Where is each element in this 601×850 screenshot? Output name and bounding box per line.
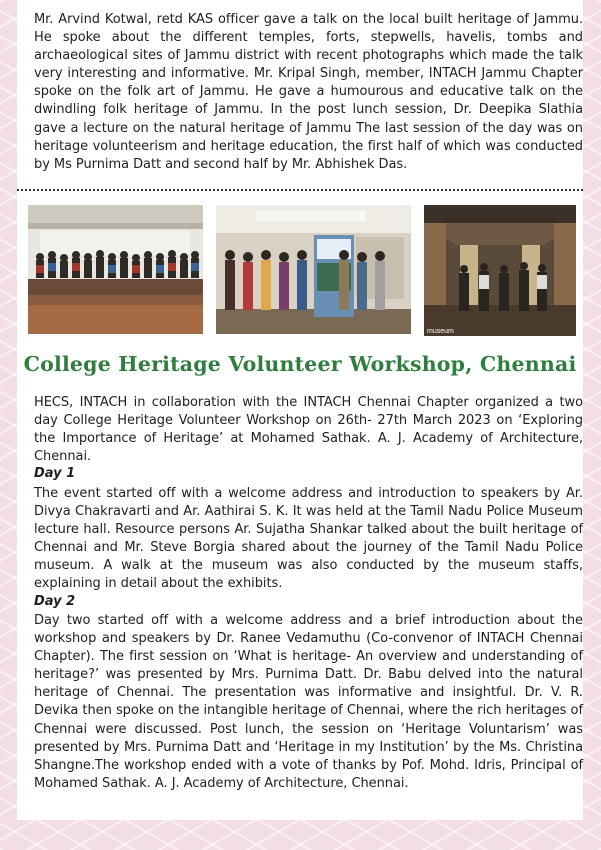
day1-heading: Day 1 bbox=[34, 466, 76, 481]
workshop-lead-paragraph: HECS, INTACH in collaboration with the INTACH Chennai Chapter organized a two day College Heritage Volunteer Workshop on 26th- 27th March 2023 on ‘Exploring the Importance of Heritage’ at Mohamed Sathak. A. J. Academy of Architecture, Chennai. bbox=[34, 395, 583, 465]
museum-walk-photo bbox=[424, 205, 576, 336]
day2-paragraph: Day two started off with a welcome address and a brief introduction about the workshop and speakers by Dr. Ranee Vedamuthu (Co-convenor of INTACH Chennai Chapter). The first session on ‘What is heritage- An overview and understanding of heritage?’ was presented by Mrs. Purnima Datt. Dr. Babu delved into the natural heritage of Chennai. The presentation was informative and insightful. Dr. V. R. Devika then spoke on the intangible heritage of Chennai, where the rich heritages of Chennai were discussed. Post lunch, the session on ‘Heritage Voluntarism’ was presented by Mrs. Purnima Datt and ‘Heritage in my Institution’ by the Ms. Christina Shangne.The workshop ended with a vote of thanks by Pof. Mohd. Idris, Principal of Mohamed Sathak. A. J. Academy of Architecture, Chennai. bbox=[34, 613, 583, 791]
museum-photo-caption: museum bbox=[427, 328, 454, 335]
page-card bbox=[17, 0, 583, 820]
section-title: College Heritage Volunteer Workshop, Chennai bbox=[23, 352, 577, 376]
museum-photo-image bbox=[424, 205, 576, 336]
group-photo-auditorium bbox=[28, 205, 203, 334]
group-photo-image bbox=[28, 205, 203, 334]
banner-photo-image bbox=[216, 205, 411, 334]
day1-paragraph: The event started off with a welcome address and introduction to speakers by Ar. Divya Chakravarti and Ar. Aathirai S. K. It was held at the Tamil Nadu Police Museum lecture hall. Resource persons Ar. Sujatha Shankar talked about the built heritage of Chennai and Mr. Steve Borgia shared about the journey of the Tamil Nadu Police museum. A walk at the museum was also conducted by the museum staffs, explaining in detail about the exhibits. bbox=[34, 486, 583, 592]
dotted-divider bbox=[17, 189, 583, 191]
day2-heading: Day 2 bbox=[34, 594, 76, 609]
jammu-intro-paragraph: Mr. Arvind Kotwal, retd KAS officer gave a talk on the local built heritage of Jammu. He spoke about the different temples, forts, stepwells, havelis, tombs and archaeological sites of Jammu district with recent photographs which made the talk very interesting and informative. Mr. Kripal Singh, member, INTACH Jammu Chapter spoke on the folk art of Jammu. He gave a humourous and educative talk on the dwindling folk heritage of Jammu. In the post lunch session, Dr. Deepika Slathia gave a lecture on the natural heritage of Jammu The last session of the day was on heritage volunteerism and heritage education, the first half of which was conducted by Ms Purnima Datt and second half by Mr. Abhishek Das. bbox=[34, 12, 583, 172]
group-photo-banner bbox=[216, 205, 411, 334]
